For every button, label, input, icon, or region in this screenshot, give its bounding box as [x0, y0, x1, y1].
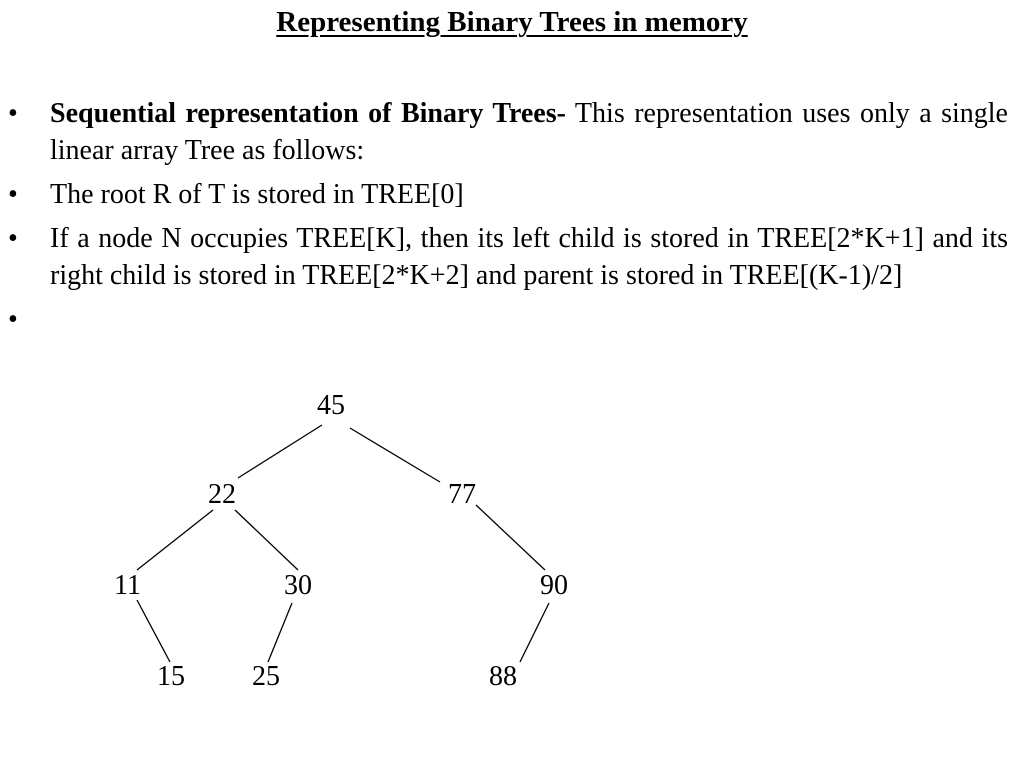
- edge-22-11: [137, 510, 213, 570]
- tree-node-45: 45: [317, 390, 345, 421]
- edge-22-30: [235, 510, 298, 570]
- tree-node-11: 11: [114, 570, 141, 601]
- bullet-icon: •: [8, 179, 18, 210]
- bullet-heading: Sequential representation of Binary Trees-: [50, 98, 566, 129]
- bullet-text: This representation uses only a single linear array Tree as follows:: [50, 98, 1008, 166]
- edge-11-15: [137, 600, 170, 662]
- tree-node-30: 30: [284, 570, 312, 601]
- bullet-icon: •: [8, 223, 18, 254]
- tree-node-15: 15: [157, 661, 185, 692]
- slide-title: Representing Binary Trees in memory: [276, 6, 748, 38]
- tree-node-22: 22: [208, 479, 236, 510]
- edge-77-90: [476, 505, 545, 570]
- bullet-text: The root R of T is stored in TREE[0]: [50, 179, 464, 210]
- bullet-icon: •: [8, 304, 18, 335]
- tree-node-90: 90: [540, 570, 568, 601]
- bullet-text: If a node N occupies TREE[K], then its left child is stored in TREE[2*K+1] and its right child is stored in TREE[2*K+2] and parent is stored in TREE[(K-1)/2]: [50, 223, 1008, 291]
- tree-node-77: 77: [448, 479, 476, 510]
- tree-node-88: 88: [489, 661, 517, 692]
- edge-45-22: [238, 425, 322, 478]
- bullet-icon: •: [8, 98, 18, 129]
- edge-30-25: [268, 603, 292, 662]
- edge-90-88: [520, 603, 549, 662]
- tree-node-25: 25: [252, 661, 280, 692]
- edge-45-77: [350, 428, 440, 482]
